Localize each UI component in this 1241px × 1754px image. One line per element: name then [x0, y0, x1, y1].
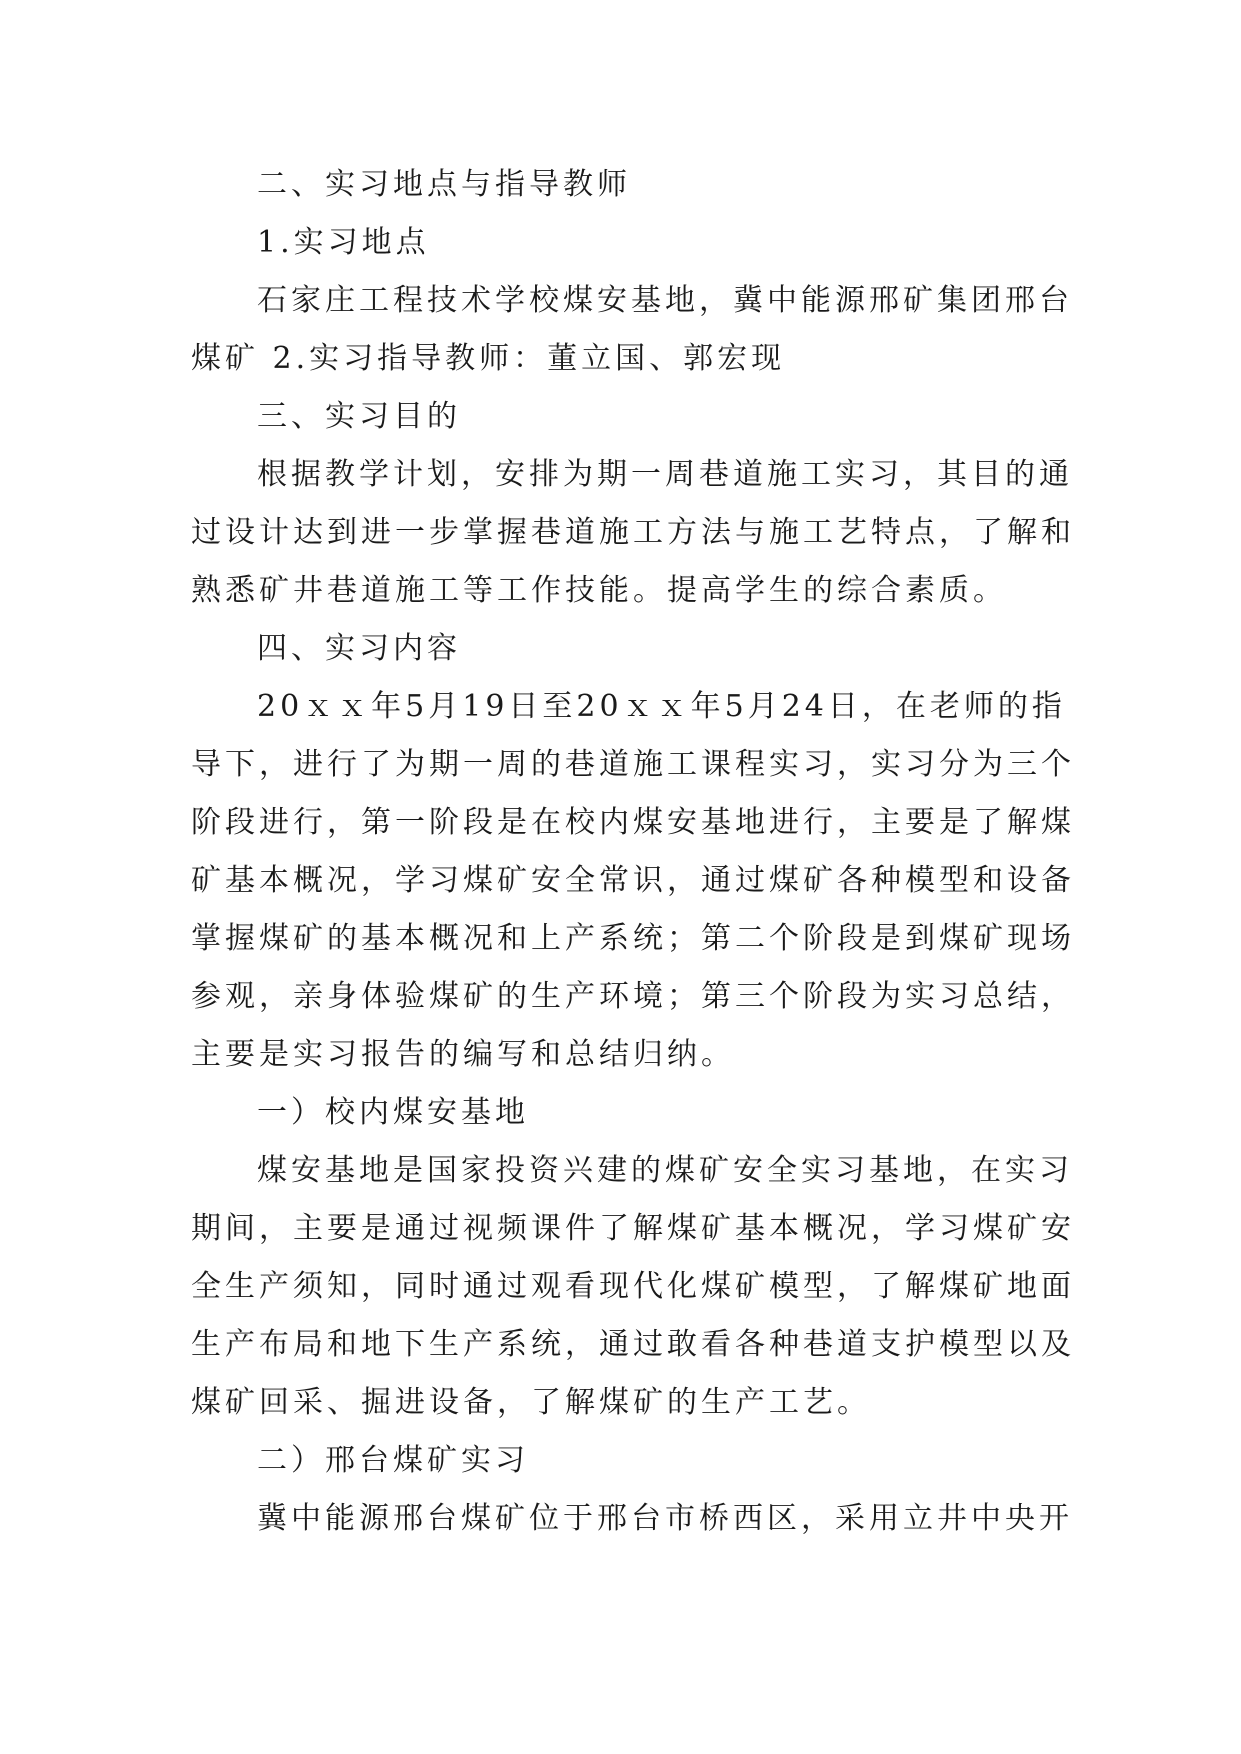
paragraph-line: 主要是实习报告的编写和总结归纳。 — [191, 1037, 735, 1072]
subheading-location: 1.实习地点 — [257, 225, 430, 260]
paragraph-line: 阶段进行，第一阶段是在校内煤安基地进行，主要是了解煤 — [191, 805, 1075, 840]
section-heading-4: 四、实习内容 — [257, 631, 461, 666]
subsection-heading-2: 二）邢台煤矿实习 — [257, 1443, 529, 1478]
paragraph-line: 20ｘｘ年5月19日至20ｘｘ年5月24日，在老师的指 — [257, 689, 1066, 724]
paragraph-line: 过设计达到进一步掌握巷道施工方法与施工艺特点，了解和 — [191, 515, 1075, 550]
paragraph-line: 参观，亲身体验煤矿的生产环境；第三个阶段为实习总结， — [191, 979, 1075, 1014]
paragraph-line: 期间，主要是通过视频课件了解煤矿基本概况，学习煤矿安 — [191, 1211, 1075, 1246]
paragraph-line: 掌握煤矿的基本概况和上产系统；第二个阶段是到煤矿现场 — [191, 921, 1075, 956]
paragraph-line: 熟悉矿井巷道施工等工作技能。提高学生的综合素质。 — [191, 573, 1007, 608]
paragraph-line: 矿基本概况，学习煤矿安全常识，通过煤矿各种模型和设备 — [191, 863, 1075, 898]
paragraph-line: 导下，进行了为期一周的巷道施工课程实习，实习分为三个 — [191, 747, 1075, 782]
paragraph-line: 根据教学计划，安排为期一周巷道施工实习，其目的通 — [257, 457, 1073, 492]
paragraph-line: 煤安基地是国家投资兴建的煤矿安全实习基地，在实习 — [257, 1153, 1073, 1188]
paragraph-line: 石家庄工程技术学校煤安基地，冀中能源邢矿集团邢台 — [257, 283, 1073, 318]
paragraph-line: 全生产须知，同时通过观看现代化煤矿模型，了解煤矿地面 — [191, 1269, 1075, 1304]
paragraph-line: 冀中能源邢台煤矿位于邢台市桥西区，采用立井中央开 — [257, 1501, 1073, 1536]
section-heading-2: 二、实习地点与指导教师 — [257, 167, 631, 202]
paragraph-line: 生产布局和地下生产系统，通过敢看各种巷道支护模型以及 — [191, 1327, 1075, 1362]
paragraph-line: 煤矿 2.实习指导教师：董立国、郭宏现 — [191, 341, 786, 376]
subsection-heading-1: 一）校内煤安基地 — [257, 1095, 529, 1130]
section-heading-3: 三、实习目的 — [257, 399, 461, 434]
paragraph-line: 煤矿回采、掘进设备，了解煤矿的生产工艺。 — [191, 1385, 871, 1420]
